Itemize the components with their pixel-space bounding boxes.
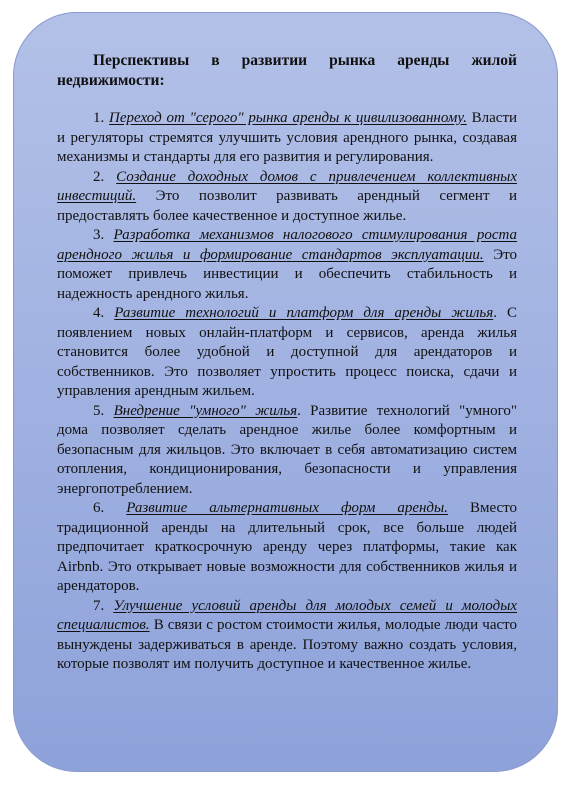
list-item-7 bbox=[57, 597, 517, 675]
item-number: 6. bbox=[93, 500, 105, 516]
list-item-4 bbox=[57, 304, 517, 402]
item-heading: Переход от "серого" рынка аренды к цивилизованному. bbox=[109, 110, 467, 126]
item-text: Это поможет привлечь инвестиции и обеспечить стабильность и надежность арендного жилья. bbox=[57, 246, 518, 302]
item-text: Это позволит развивать арендный сегмент и предоставлять более качественное и доступное жилье. bbox=[57, 188, 517, 224]
item-heading: Развитие технологий и платформ для аренды жилья bbox=[114, 305, 494, 321]
item-text: Вместо традиционной аренды на длительный срок, все больше людей предпочитает краткосрочную аренду через платформы, такие как Airbnb. Это открывает новые возможности для собственников жилья и арендаторов. bbox=[57, 500, 518, 594]
item-heading: Улучшение условий аренды для молодых семей и молодых специалистов. bbox=[57, 597, 518, 633]
list-item-6 bbox=[57, 499, 517, 597]
item-heading: Создание доходных домов с привлечением коллективных инвестиций. bbox=[57, 168, 517, 204]
list-item-1 bbox=[57, 109, 517, 168]
document-title: Перспективы в развитии рынка аренды жилой недвижимости: bbox=[57, 52, 517, 89]
item-text: . Развитие технологий "умного" дома позволяет сделать арендное жилье более комфортным и безопасным для жильцов. Это включает в себя автоматизацию систем отопления, кондиционирования, безопасности и управления энергопотреблением. bbox=[57, 402, 517, 497]
list-item-2 bbox=[57, 168, 517, 227]
item-number: 3. bbox=[93, 227, 105, 243]
document-text bbox=[57, 51, 517, 675]
item-text: В связи с ростом стоимости жилья, молодые люди часто вынуждены задерживаться в аренде. Поэтому важно создать условия, которые позволят им получить доступное и качественное жилье. bbox=[57, 617, 517, 672]
item-heading: Развитие альтернативных форм аренды. bbox=[126, 500, 448, 516]
item-number: 4. bbox=[93, 305, 105, 321]
list-item-3 bbox=[57, 226, 517, 304]
item-number: 7. bbox=[93, 597, 105, 614]
item-text: Власти и регуляторы стремятся улучшить условия арендного рынка, создавая механизмы и стандарты для его развития и регулирования. bbox=[57, 110, 518, 165]
list-item-5 bbox=[57, 402, 517, 500]
item-number: 1. bbox=[93, 110, 105, 126]
item-heading: Разработка механизмов налогового стимулирования роста арендного жилья и формирование стандартов эксплуатации. bbox=[57, 227, 517, 263]
item-number: 2. bbox=[93, 168, 105, 185]
item-text: . С появлением новых онлайн-платформ и сервисов, аренда жилья становится более удобной и доступной для арендаторов и собственников. Это позволяет упростить процесс поиска, сдачи и управления арендным жильем. bbox=[57, 305, 517, 399]
item-heading: Внедрение "умного" жилья bbox=[113, 402, 298, 419]
item-number: 5. bbox=[93, 402, 105, 419]
